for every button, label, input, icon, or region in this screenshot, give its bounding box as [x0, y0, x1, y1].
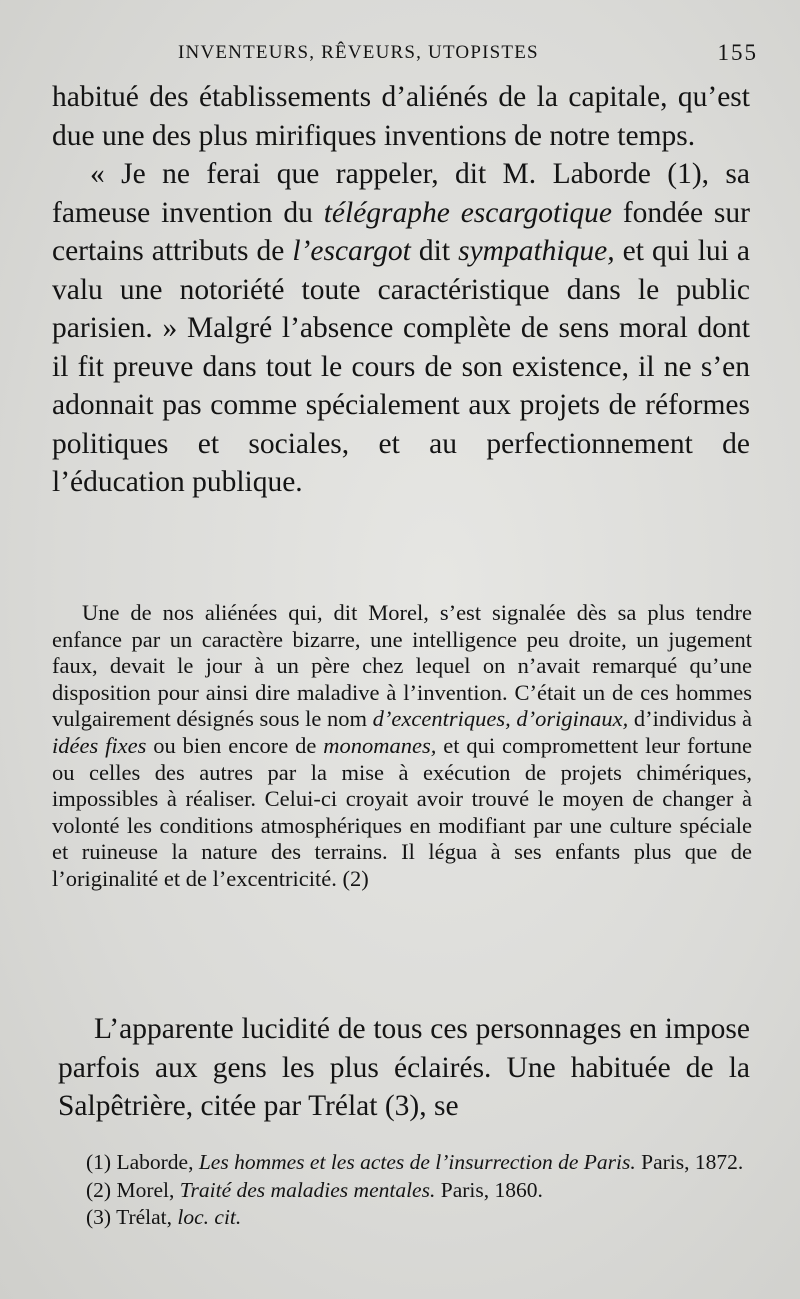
- p2-italic-1: télégraphe escargotique: [323, 196, 612, 229]
- footnote-title: Traité des maladies mentales.: [179, 1177, 436, 1202]
- p2-text-4: et qui lui a valu une notoriété toute caractéristique dans le public parisien. » Malgré l’absence complète de sens moral dont il fit preuve dans tout le cours de son existence, il ne s’en adonnait pas comme spécialement aux projets de réformes politiques et sociales, et au perfectionnement de l’éducation publique.: [52, 235, 750, 498]
- continuation-paragraph: L’apparente lucidité de tous ces personnages en impose parfois aux gens les plus éclairés. Une habituée de la Salpêtrière, citée par Trélat (3), se: [58, 1013, 750, 1122]
- footnote-title: loc. cit.: [177, 1205, 242, 1229]
- quote-italic-3: monomanes,: [323, 732, 437, 758]
- footnote-1: [58, 1150, 758, 1175]
- running-title: INVENTEURS, RÊVEURS, UTOPISTES: [178, 42, 539, 63]
- quote-text-2: d’individus à: [628, 706, 752, 732]
- footnote-details: Paris, 1872.: [635, 1150, 744, 1174]
- p2-italic-2: l’escargot: [292, 235, 411, 267]
- quote-text-3: ou bien encore de: [146, 732, 324, 758]
- footnote-number: (3): [86, 1205, 112, 1229]
- footnote-author: Laborde,: [111, 1150, 199, 1174]
- quote-text-4: et qui compromettent leur fortune ou celles des autres par la mise à exécution de projets chimériques, impossibles à réaliser. Celui-ci croyait avoir trouvé le moyen de changer à volonté les conditions atmosphériques en modifiant par une culture spéciale et ruineuse la nature des terrains. Il légua à ses enfants plus que de l’originalité et de l’excentricité. (2): [52, 732, 752, 891]
- page-number: 155: [717, 40, 758, 65]
- p2-text-3: dit: [410, 235, 459, 267]
- p2-text-1: « Je ne ferai que rappeler, dit M. Laborde (1), sa fameuse invention du: [52, 158, 750, 229]
- running-header: [178, 42, 758, 64]
- footnote-details: Paris, 1860.: [435, 1177, 543, 1202]
- continuation-text: [58, 1010, 750, 1126]
- footnote-2: [58, 1178, 758, 1203]
- footnote-title: Les hommes et les actes de l’insurrection de Paris.: [198, 1150, 636, 1174]
- paragraph-1: habitué des établissements d’aliénés de la capitale, qu’est due une des plus mirifiques inventions de notre temps.: [52, 81, 750, 152]
- quote-paragraph: [52, 600, 752, 893]
- footnote-author: Morel,: [111, 1177, 180, 1202]
- main-text: [52, 78, 750, 502]
- quote-italic-2: idées fixes: [52, 732, 147, 758]
- footnote-3: [58, 1205, 758, 1230]
- paragraph-2: [52, 155, 750, 502]
- quote-italic-1: d’excentriques, d’originaux,: [372, 706, 629, 732]
- footnote-number: (1): [86, 1150, 112, 1174]
- footnote-author: Trélat,: [111, 1205, 178, 1229]
- quote-text-1: Une de nos aliénées qui, dit Morel, s’est signalée dès sa plus tendre enfance par un caractère bizarre, une intelligence peu droite, un jugement faux, devait le jour à un père chez lequel on n’avait remarqué qu’une disposition pour ainsi dire maladive à l’invention. C’était un de ces hommes vulgairement désignés sous le nom: [52, 600, 752, 732]
- footnote-number: (2): [86, 1177, 112, 1202]
- quoted-passage: [52, 600, 752, 893]
- footnotes: [58, 1150, 758, 1233]
- p2-italic-3: sympathique,: [458, 235, 615, 267]
- p2-text-2: fondée sur certains attributs de: [52, 196, 750, 267]
